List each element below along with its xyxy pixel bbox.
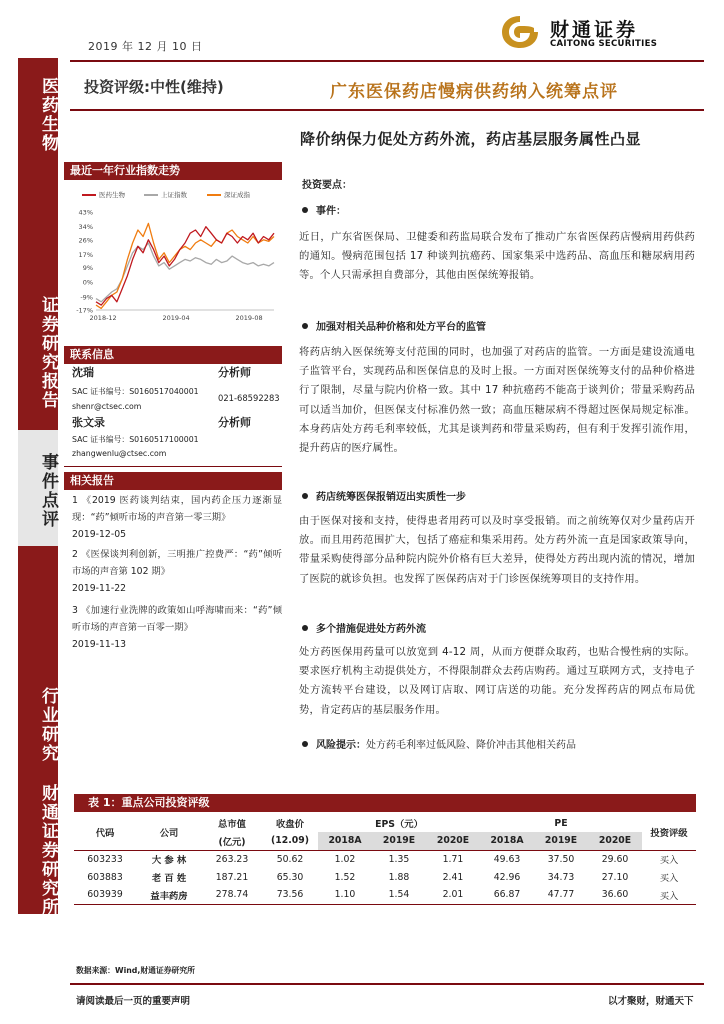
section-title: 药店统筹医保报销迈出实质性一步 (316, 492, 466, 503)
y-tick-label: -17% (76, 306, 93, 315)
cell-pe: 36.60 (588, 886, 642, 904)
col-year: 2020E (588, 832, 642, 850)
trend-heading: 最近一年行业指数走势 (64, 162, 282, 180)
cell-rating: 买入 (642, 886, 696, 904)
legend-swatch-medical (82, 194, 96, 196)
cell-eps: 1.54 (372, 886, 426, 904)
analyst-name: 张文录 (72, 416, 105, 429)
col-rating: 投资评级 (650, 827, 688, 839)
cell-pe: 49.63 (480, 850, 534, 868)
footer-slogan: 以才聚财，财通天下 (608, 996, 694, 1007)
col-year: 2020E (426, 832, 480, 850)
bullet-icon (302, 625, 308, 631)
x-tick-label: 2018-12 (89, 314, 117, 322)
cell-price: 73.56 (262, 886, 318, 904)
analyst-name: 沈瑞 (72, 366, 94, 379)
table-heading: 表 1：重点公司投资评级 (74, 794, 696, 812)
sidebar-type: 事件点评 (38, 453, 58, 529)
cell-eps: 2.41 (442, 871, 464, 883)
cell-pe: 37.50 (534, 850, 588, 868)
bullet-icon (302, 207, 308, 213)
analyst-1-role (218, 364, 251, 380)
section-body-3: 由于医保对接和支持，使得患者用药可以及时享受报销。而之前统筹仅对少量药店开放。而且用药范围扩大，包括了癌症和集采用药。处方药外流一直是国家政策导向，带量采购使得部分品种院内院外价格有巨大差异，使得处方药出现内流的情况，增加了医院的就诊负担。也发挥了医保药店对于门诊医保统筹项目的支持作用。 (299, 515, 695, 585)
y-tick-label: 0% (82, 278, 93, 287)
cell-mcap: 263.23 (202, 850, 262, 868)
related-report-title: 2 《医保谈判利创新，三明推广控费严：“药”倾听市场的声音第 102 期》 (72, 549, 282, 577)
legend-label-shenzhen: 深证成指 (224, 191, 250, 199)
cell-eps: 1.52 (334, 871, 356, 883)
cell-mcap: 278.74 (202, 886, 262, 904)
cell-eps: 2.01 (426, 886, 480, 904)
section-body-2: 将药店纳入医保统筹支付范围的同时，也加强了对药店的监管。一方面是建设流通电子监管平台，实现药品和医保信息的及时上报。一方面对医保统筹支付的品种价格进行了限制，尽量与院内价格一致。其中 17 种抗癌药不能高于谈判价；带量采购药品可以适当加价，但医保支付标准仍然一致；高血压糖尿病不得超过医保局规定标准。本身药店处方药毛利率较低，尤其是谈判药和带量采购药，但有利于发挥引流作用，提升药店的医疗属性。 (299, 346, 695, 455)
x-tick-label: 2019-04 (162, 314, 190, 322)
section-title: 加强对相关品种价格和处方平台的监管 (316, 322, 486, 333)
data-source: 数据来源：Wind,财通证券研究所 (76, 966, 195, 975)
related-report-2[interactable] (72, 546, 282, 597)
col-price: 收盘价 (276, 819, 304, 830)
bullet-icon (302, 323, 308, 329)
cell-company: 大 参 林 (136, 850, 202, 868)
col-code: 代码 (95, 827, 115, 839)
risk-text: 处方药毛利率过低风险、降价冲击其他相关药品 (366, 740, 576, 751)
company-logo (500, 12, 700, 52)
sidebar-firm: 财通证券研究所 (38, 783, 58, 917)
report-subtitle: 降价纳保力促处方药外流，药店基层服务属性凸显 (300, 130, 642, 148)
analyst-2-name (72, 414, 105, 430)
title-rule (70, 109, 704, 111)
cell-eps: 1.02 (318, 850, 372, 868)
related-report-title: 3 《加速行业洗牌的政策如山呼海啸而来：“药”倾听市场的声音第一百零一期》 (72, 605, 282, 633)
col-year: 2019E (372, 832, 426, 850)
analyst-2-role (218, 414, 251, 430)
y-tick-label: 17% (78, 250, 93, 259)
analyst-2-cert: SAC 证书编号：S0160517100001 (72, 435, 199, 444)
cell-rating: 买入 (642, 850, 696, 868)
analyst-role: 分析师 (218, 366, 251, 379)
section-heading-2 (302, 318, 486, 333)
cell-code: 603939 (74, 886, 136, 904)
cell-eps: 1.88 (388, 871, 410, 883)
cell-pe: 34.73 (547, 871, 575, 883)
col-year: 2019E (534, 832, 588, 850)
col-mcap: 总市值 (218, 819, 246, 830)
section-title: 事件： (316, 206, 346, 217)
legend-label-medical: 医药生物 (99, 191, 125, 199)
section-heading-3 (302, 488, 466, 503)
y-tick-label: 26% (78, 236, 93, 245)
cell-price: 50.62 (262, 850, 318, 868)
cell-code: 603233 (74, 850, 136, 868)
analyst-1-name (72, 364, 94, 380)
cell-code: 603883 (87, 871, 123, 883)
cell-pe: 42.96 (493, 871, 521, 883)
key-points-title: 投资要点： (302, 180, 352, 191)
cell-pe: 29.60 (588, 850, 642, 868)
section-heading-4 (302, 620, 426, 635)
logo-mark-icon (500, 14, 540, 50)
col-pe: PE (554, 817, 568, 829)
related-report-date: 2019-11-13 (72, 639, 127, 650)
table-row (74, 868, 696, 886)
section-body-4: 处方药医保用药量可以放宽到 4-12 周，从而方便群众取药，也贴合慢性病的实际。要求医疗机构主动提供处方，不得限制群众去药店购药。通过互联网方式，支持电子处方流转平台建设，以及网订店取、网订店送的功能。充分发挥药店的网点布局优势，肯定药店的基层服务作用。 (299, 646, 695, 716)
trend-chart-svg (64, 182, 282, 322)
footer-rule (70, 983, 704, 985)
series-line-0 (96, 227, 274, 305)
table-row (74, 850, 696, 868)
col-price-date: (12.09) (271, 835, 309, 847)
y-tick-label: -9% (80, 293, 93, 302)
legend-label-shanghai: 上证指数 (161, 191, 187, 199)
logo-english-name: CAITONG SECURITIES (550, 39, 658, 49)
cell-pe: 47.77 (534, 886, 588, 904)
cell-pe: 66.87 (480, 886, 534, 904)
contacts-rule (64, 466, 282, 467)
related-report-title: 1 《2019 医药谈判结束，国内药企压力逐渐显现：“药”倾听市场的声音第一零三期》 (72, 495, 282, 523)
vertical-sidebar (18, 58, 58, 917)
cell-mcap: 187.21 (215, 871, 249, 883)
analyst-role: 分析师 (218, 416, 251, 429)
sidebar-series: 行业研究 (38, 687, 58, 763)
section-body-1: 近日，广东省医保局、卫健委和药监局联合发布了推动广东省医保药店慢病用药供药的通知。慢病范围包括 17 种谈判抗癌药、国家集采中选药品、高血压和糖尿病用药等。个人只需承担自费部分，其他由医保统筹报销。 (299, 231, 695, 282)
col-company: 公司 (159, 827, 179, 839)
series-line-1 (96, 243, 274, 302)
related-report-date: 2019-11-22 (72, 583, 127, 594)
legend-swatch-shanghai (144, 194, 158, 196)
cell-eps: 1.71 (426, 850, 480, 868)
y-tick-label: 34% (78, 223, 93, 232)
bullet-icon (302, 493, 308, 499)
risk-label: 风险提示： (316, 740, 366, 751)
cell-company: 老 百 姓 (151, 873, 187, 884)
report-date: 2019 年 12 月 10 日 (88, 40, 203, 53)
header-rule (70, 60, 704, 62)
table-row (74, 886, 696, 904)
related-report-date: 2019-12-05 (72, 529, 127, 540)
related-report-1[interactable] (72, 492, 282, 543)
x-tick-label: 2019-08 (235, 314, 263, 322)
cell-eps: 1.35 (372, 850, 426, 868)
analyst-1-cert: SAC 证书编号：S0160517040001 (72, 387, 199, 396)
risk-warning (302, 736, 576, 751)
legend-swatch-shenzhen (207, 194, 221, 196)
trend-chart (64, 182, 282, 322)
col-year: 2018A (480, 832, 534, 850)
bullet-icon (302, 741, 308, 747)
related-report-3[interactable] (72, 602, 282, 653)
logo-chinese-name: 财通证券 (550, 19, 639, 41)
analyst-1-email[interactable]: shenr@ctsec.com (72, 402, 142, 411)
col-mcap-unit: (亿元) (218, 836, 246, 848)
cell-company: 益丰药房 (136, 886, 202, 904)
sidebar-category: 证券研究报告 (38, 295, 58, 410)
section-heading-1 (302, 202, 346, 217)
section-title: 多个措施促进处方药外流 (316, 624, 426, 635)
ratings-table (74, 814, 696, 905)
y-tick-label: 9% (82, 264, 93, 273)
related-heading: 相关报告 (64, 472, 282, 490)
footer-disclaimer: 请阅读最后一页的重要声明 (76, 996, 191, 1007)
report-title: 广东医保药店慢病供药纳入统筹点评 (330, 82, 618, 102)
col-eps: EPS（元） (375, 819, 423, 830)
cell-rating: 买入 (659, 873, 679, 884)
sidebar-industry: 医药生物 (38, 77, 58, 153)
cell-eps: 1.10 (318, 886, 372, 904)
cell-price: 65.30 (276, 871, 304, 883)
sidebar-highlight (18, 430, 58, 546)
contacts-heading: 联系信息 (64, 346, 282, 364)
y-tick-label: 43% (78, 208, 93, 217)
col-year: 2018A (318, 832, 372, 850)
analyst-1-phone: 021-68592283 (218, 393, 280, 403)
series-line-2 (96, 223, 274, 308)
cell-pe: 27.10 (601, 871, 629, 883)
analyst-2-email[interactable]: zhangwenlu@ctsec.com (72, 449, 167, 458)
investment-rating: 投资评级:中性(维持) (84, 78, 224, 96)
